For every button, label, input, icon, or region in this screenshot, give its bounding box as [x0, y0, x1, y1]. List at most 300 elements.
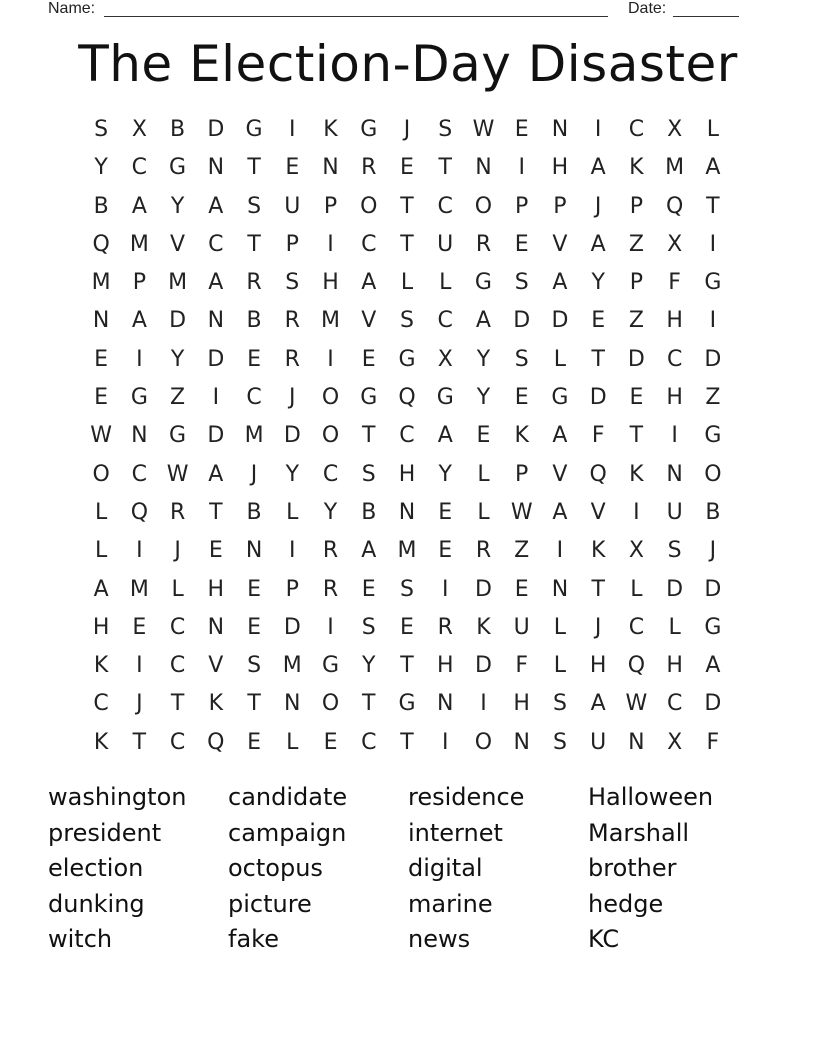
- grid-letter: M: [129, 231, 149, 257]
- grid-letter: S: [94, 117, 109, 142]
- grid-letter: A: [590, 231, 606, 257]
- word-bank-item: campaign: [228, 818, 347, 847]
- grid-letter: T: [400, 193, 414, 219]
- grid-letter: F: [706, 729, 720, 755]
- grid-letter: M: [129, 576, 149, 602]
- word-bank-column: [408, 780, 588, 958]
- grid-row: [82, 417, 732, 455]
- grid-letter: Y: [476, 346, 491, 372]
- date-blank-line: [673, 0, 739, 17]
- word-bank-item: brother: [588, 854, 677, 882]
- grid-letter: O: [321, 385, 340, 411]
- grid-letter: G: [474, 270, 492, 296]
- grid-letter: T: [362, 691, 376, 717]
- grid-letter: X: [437, 346, 453, 372]
- grid-letter: Q: [589, 461, 607, 487]
- grid-letter: M: [282, 653, 302, 679]
- grid-letter: H: [92, 614, 110, 640]
- word-bank-column: [228, 780, 408, 958]
- grid-letter: C: [361, 729, 377, 755]
- grid-letter: R: [437, 614, 453, 640]
- grid-letter: E: [247, 346, 261, 372]
- grid-row: [82, 647, 732, 685]
- word-bank-column: [588, 780, 768, 958]
- grid-letter: W: [625, 691, 648, 717]
- grid-letter: D: [283, 614, 301, 640]
- grid-letter: W: [510, 499, 533, 525]
- grid-letter: E: [247, 614, 261, 640]
- grid-letter: K: [629, 461, 644, 487]
- grid-letter: C: [169, 614, 186, 640]
- grid-letter: X: [667, 231, 683, 257]
- grid-letter: L: [630, 576, 643, 602]
- grid-letter: I: [671, 423, 678, 449]
- grid-letter: A: [475, 308, 491, 334]
- grid-letter: H: [207, 576, 225, 602]
- grid-letter: G: [169, 423, 187, 449]
- grid-letter: G: [704, 614, 722, 640]
- grid-letter: Y: [170, 346, 185, 372]
- grid-letter: C: [131, 155, 148, 181]
- grid-letter: C: [169, 653, 186, 679]
- grid-letter: I: [136, 653, 143, 679]
- grid-letter: Y: [476, 385, 491, 411]
- grid-letter: K: [476, 614, 491, 640]
- grid-letter: J: [136, 691, 143, 717]
- grid-letter: V: [208, 653, 224, 679]
- grid-letter: L: [439, 270, 452, 296]
- grid-letter: C: [437, 308, 453, 334]
- grid-letter: O: [321, 423, 340, 449]
- grid-letter: I: [289, 117, 296, 142]
- grid-row: [82, 111, 732, 149]
- grid-letter: F: [668, 270, 681, 296]
- grid-letter: J: [289, 385, 296, 411]
- grid-letter: L: [553, 614, 567, 640]
- grid-letter: E: [94, 385, 109, 411]
- grid-letter: L: [706, 117, 719, 142]
- grid-letter: P: [629, 193, 644, 219]
- grid-letter: I: [136, 346, 143, 372]
- grid-letter: A: [208, 270, 224, 296]
- grid-letter: I: [212, 385, 220, 411]
- grid-letter: W: [90, 423, 112, 449]
- grid-letter: B: [361, 499, 377, 525]
- grid-letter: E: [591, 308, 606, 334]
- grid-letter: Z: [705, 385, 721, 411]
- word-bank-item: fake: [228, 925, 279, 953]
- grid-letter: D: [207, 423, 225, 449]
- grid-letter: V: [170, 231, 186, 257]
- grid-letter: O: [321, 691, 340, 717]
- grid-letter: E: [400, 614, 414, 640]
- grid-letter: A: [437, 423, 453, 449]
- grid-letter: M: [321, 308, 341, 334]
- grid-letter: N: [131, 423, 148, 449]
- grid-letter: P: [285, 576, 299, 602]
- grid-letter: J: [250, 461, 258, 487]
- grid-letter: A: [361, 538, 377, 564]
- grid-letter: R: [169, 499, 186, 525]
- grid-letter: X: [667, 729, 683, 755]
- grid-letter: C: [169, 729, 186, 755]
- grid-letter: G: [360, 385, 378, 411]
- word-bank-item: president: [48, 818, 162, 847]
- grid-letter: Q: [92, 231, 110, 257]
- grid-letter: C: [628, 117, 645, 142]
- grid-letter: L: [477, 461, 490, 487]
- date-label: Date:: [628, 0, 667, 17]
- grid-letter: K: [93, 729, 109, 755]
- grid-letter: E: [94, 346, 109, 372]
- grid-letter: L: [400, 270, 414, 296]
- grid-letter: A: [208, 461, 224, 487]
- grid-letter: G: [245, 117, 263, 142]
- worksheet-header: [48, 0, 748, 20]
- grid-letter: Z: [628, 308, 644, 334]
- grid-letter: F: [515, 653, 529, 679]
- word-bank-column: [48, 780, 228, 958]
- grid-letter: T: [629, 423, 644, 449]
- word-bank-item: candidate: [228, 783, 348, 811]
- grid-letter: Y: [285, 461, 300, 487]
- grid-letter: N: [551, 576, 569, 602]
- grid-row: [82, 226, 732, 264]
- grid-letter: S: [247, 653, 262, 679]
- grid-row: [82, 188, 732, 226]
- grid-letter: L: [171, 576, 184, 602]
- grid-letter: I: [289, 538, 296, 564]
- grid-letter: E: [514, 576, 529, 602]
- grid-letter: E: [438, 538, 453, 564]
- grid-letter: B: [246, 499, 262, 525]
- grid-letter: G: [321, 653, 340, 679]
- grid-letter: K: [93, 653, 109, 679]
- grid-letter: Z: [170, 385, 186, 411]
- grid-letter: T: [591, 576, 605, 602]
- grid-letter: O: [474, 729, 493, 755]
- grid-letter: G: [704, 270, 722, 296]
- grid-letter: D: [283, 423, 301, 449]
- grid-letter: E: [132, 614, 147, 640]
- grid-letter: C: [666, 346, 683, 372]
- grid-letter: Q: [130, 499, 149, 525]
- grid-letter: Y: [591, 270, 605, 296]
- grid-letter: M: [244, 423, 264, 449]
- grid-letter: B: [705, 499, 721, 525]
- grid-letter: O: [360, 193, 378, 219]
- word-bank-item: internet: [408, 818, 503, 847]
- grid-letter: Y: [323, 499, 338, 525]
- grid-letter: I: [594, 117, 602, 142]
- grid-letter: W: [166, 461, 189, 487]
- grid-letter: G: [398, 691, 416, 717]
- grid-letter: J: [709, 538, 717, 564]
- grid-letter: Y: [94, 155, 108, 181]
- grid-letter: T: [400, 729, 414, 755]
- word-bank-item: dunking: [48, 889, 145, 918]
- grid-letter: E: [323, 729, 338, 755]
- grid-letter: V: [590, 499, 606, 525]
- grid-letter: J: [174, 538, 181, 564]
- grid-letter: N: [92, 308, 110, 334]
- page-title: The Election-Day Disaster: [78, 35, 738, 93]
- grid-letter: W: [472, 117, 495, 142]
- grid-letter: H: [666, 385, 683, 411]
- grid-letter: A: [552, 270, 568, 296]
- grid-row: [82, 456, 732, 494]
- grid-letter: P: [629, 270, 644, 296]
- grid-letter: D: [551, 308, 569, 334]
- grid-letter: E: [361, 346, 376, 372]
- grid-letter: E: [400, 155, 414, 181]
- grid-letter: G: [169, 155, 187, 181]
- grid-row: [82, 571, 732, 609]
- grid-letter: I: [441, 729, 449, 755]
- grid-letter: A: [705, 653, 721, 679]
- grid-letter: Q: [398, 385, 416, 411]
- grid-letter: K: [514, 423, 529, 449]
- grid-letter: G: [704, 423, 722, 449]
- grid-row: [82, 609, 732, 647]
- grid-letter: B: [93, 193, 109, 219]
- grid-letter: L: [286, 729, 299, 755]
- grid-letter: K: [208, 691, 224, 717]
- grid-letter: E: [247, 729, 261, 755]
- grid-letter: H: [589, 653, 607, 679]
- grid-letter: M: [168, 270, 188, 296]
- grid-letter: P: [285, 231, 299, 257]
- grid-letter: Z: [628, 231, 644, 257]
- grid-letter: X: [131, 117, 147, 142]
- grid-letter: H: [436, 653, 454, 679]
- grid-letter: V: [552, 461, 568, 487]
- grid-letter: A: [590, 155, 606, 181]
- grid-letter: E: [361, 576, 376, 602]
- grid-letter: R: [284, 308, 300, 334]
- grid-letter: Z: [514, 538, 530, 564]
- grid-letter: Y: [438, 461, 452, 487]
- grid-letter: S: [285, 270, 300, 296]
- grid-row: [82, 149, 732, 187]
- grid-letter: S: [438, 117, 453, 142]
- grid-letter: S: [667, 538, 682, 564]
- grid-letter: Q: [627, 653, 646, 679]
- grid-letter: N: [284, 691, 301, 717]
- grid-letter: P: [132, 270, 146, 296]
- grid-letter: E: [514, 385, 529, 411]
- grid-letter: Y: [170, 193, 185, 219]
- word-bank-item: octopus: [228, 854, 323, 882]
- grid-letter: R: [475, 231, 492, 257]
- grid-letter: L: [553, 346, 567, 372]
- grid-letter: O: [704, 461, 722, 487]
- grid-letter: I: [709, 308, 717, 334]
- grid-letter: T: [706, 193, 720, 219]
- grid-letter: I: [709, 231, 717, 257]
- grid-letter: T: [132, 729, 147, 755]
- grid-letter: E: [438, 499, 453, 525]
- grid-letter: D: [169, 308, 187, 334]
- grid-letter: N: [628, 729, 645, 755]
- name-blank-line: [104, 0, 608, 17]
- grid-row: [82, 341, 732, 379]
- grid-row: [82, 264, 732, 302]
- grid-letter: L: [94, 499, 108, 525]
- grid-letter: M: [397, 538, 417, 564]
- grid-letter: U: [590, 729, 607, 755]
- word-bank-item: KC: [588, 925, 620, 953]
- grid-letter: A: [552, 499, 568, 525]
- grid-letter: G: [551, 385, 569, 411]
- grid-letter: P: [515, 461, 529, 487]
- word-bank-item: digital: [408, 854, 483, 882]
- grid-letter: E: [514, 231, 529, 257]
- grid-letter: H: [398, 461, 416, 487]
- grid-letter: A: [131, 193, 147, 219]
- grid-letter: T: [247, 691, 261, 717]
- grid-letter: N: [322, 155, 339, 181]
- grid-letter: V: [361, 308, 377, 334]
- grid-letter: L: [94, 538, 108, 564]
- grid-letter: R: [322, 538, 339, 564]
- grid-letter: I: [633, 499, 640, 525]
- grid-letter: T: [591, 346, 605, 372]
- grid-letter: N: [513, 729, 530, 755]
- grid-letter: I: [441, 576, 449, 602]
- grid-row: [82, 532, 732, 570]
- grid-letter: C: [208, 231, 224, 257]
- grid-letter: R: [284, 346, 300, 372]
- grid-letter: O: [92, 461, 110, 487]
- grid-letter: I: [480, 691, 487, 717]
- grid-letter: A: [361, 270, 377, 296]
- grid-letter: L: [553, 653, 567, 679]
- grid-letter: D: [704, 691, 722, 717]
- grid-letter: E: [285, 155, 300, 181]
- grid-letter: R: [475, 538, 492, 564]
- grid-letter: A: [208, 193, 224, 219]
- grid-letter: I: [556, 538, 564, 564]
- grid-letter: U: [666, 499, 683, 525]
- grid-letter: C: [666, 691, 683, 717]
- grid-letter: K: [629, 155, 644, 181]
- word-bank-item: Halloween: [588, 783, 714, 811]
- grid-letter: N: [475, 155, 492, 181]
- grid-letter: Y: [362, 653, 376, 679]
- grid-letter: D: [207, 346, 225, 372]
- word-bank-item: washington: [48, 783, 187, 811]
- word-bank-item: hedge: [588, 889, 664, 918]
- grid-letter: J: [594, 193, 602, 219]
- grid-letter: E: [247, 576, 261, 602]
- grid-letter: G: [360, 117, 378, 142]
- grid-letter: Q: [207, 729, 225, 755]
- grid-letter: T: [400, 653, 414, 679]
- grid-row: [82, 379, 732, 417]
- grid-letter: E: [476, 423, 491, 449]
- word-bank-item: witch: [48, 925, 113, 953]
- grid-letter: V: [552, 231, 568, 257]
- grid-letter: C: [131, 461, 148, 487]
- grid-letter: N: [207, 155, 225, 181]
- grid-letter: U: [513, 614, 530, 640]
- grid-letter: R: [361, 155, 377, 181]
- grid-letter: S: [361, 614, 376, 640]
- word-bank-item: news: [408, 925, 471, 953]
- word-bank-item: residence: [408, 783, 525, 811]
- grid-letter: E: [629, 385, 644, 411]
- grid-letter: A: [590, 691, 606, 717]
- word-search-grid: [82, 111, 732, 762]
- grid-letter: I: [136, 538, 143, 564]
- grid-letter: D: [704, 576, 722, 602]
- grid-letter: D: [627, 346, 645, 372]
- grid-letter: H: [322, 270, 339, 296]
- grid-letter: R: [322, 576, 339, 602]
- grid-letter: A: [93, 576, 109, 602]
- grid-letter: D: [704, 346, 722, 372]
- grid-letter: B: [170, 117, 186, 142]
- grid-letter: N: [245, 538, 263, 564]
- grid-letter: T: [362, 423, 376, 449]
- word-bank: [48, 780, 768, 958]
- grid-letter: C: [437, 193, 453, 219]
- grid-letter: X: [628, 538, 644, 564]
- grid-letter: B: [246, 308, 262, 334]
- grid-letter: L: [286, 499, 299, 525]
- grid-letter: U: [284, 193, 301, 219]
- grid-letter: H: [666, 308, 683, 334]
- grid-row: [82, 302, 732, 340]
- grid-letter: N: [666, 461, 683, 487]
- grid-letter: A: [131, 308, 147, 334]
- grid-letter: M: [91, 270, 111, 296]
- grid-letter: T: [170, 691, 185, 717]
- word-bank-item: Marshall: [588, 818, 690, 847]
- grid-letter: F: [591, 423, 605, 449]
- grid-letter: U: [437, 231, 454, 257]
- grid-letter: J: [594, 614, 602, 640]
- grid-letter: C: [246, 385, 262, 411]
- grid-letter: N: [436, 691, 454, 717]
- grid-letter: L: [477, 499, 490, 525]
- grid-letter: D: [207, 117, 225, 142]
- grid-letter: C: [322, 461, 339, 487]
- grid-letter: L: [668, 614, 681, 640]
- grid-letter: T: [438, 155, 452, 181]
- grid-letter: D: [474, 653, 492, 679]
- grid-letter: N: [398, 499, 416, 525]
- grid-letter: I: [327, 346, 334, 372]
- name-label: Name:: [48, 0, 96, 17]
- grid-letter: S: [514, 270, 529, 296]
- grid-letter: C: [361, 231, 377, 257]
- grid-letter: I: [327, 231, 334, 257]
- grid-letter: S: [361, 461, 376, 487]
- grid-letter: N: [207, 308, 225, 334]
- grid-letter: K: [323, 117, 338, 142]
- grid-letter: P: [515, 193, 529, 219]
- grid-letter: A: [705, 155, 721, 181]
- grid-letter: Q: [665, 193, 684, 219]
- grid-letter: H: [666, 653, 683, 679]
- grid-letter: A: [552, 423, 568, 449]
- grid-letter: G: [436, 385, 454, 411]
- grid-letter: D: [513, 308, 531, 334]
- word-bank-item: marine: [408, 889, 493, 918]
- grid-letter: D: [666, 576, 684, 602]
